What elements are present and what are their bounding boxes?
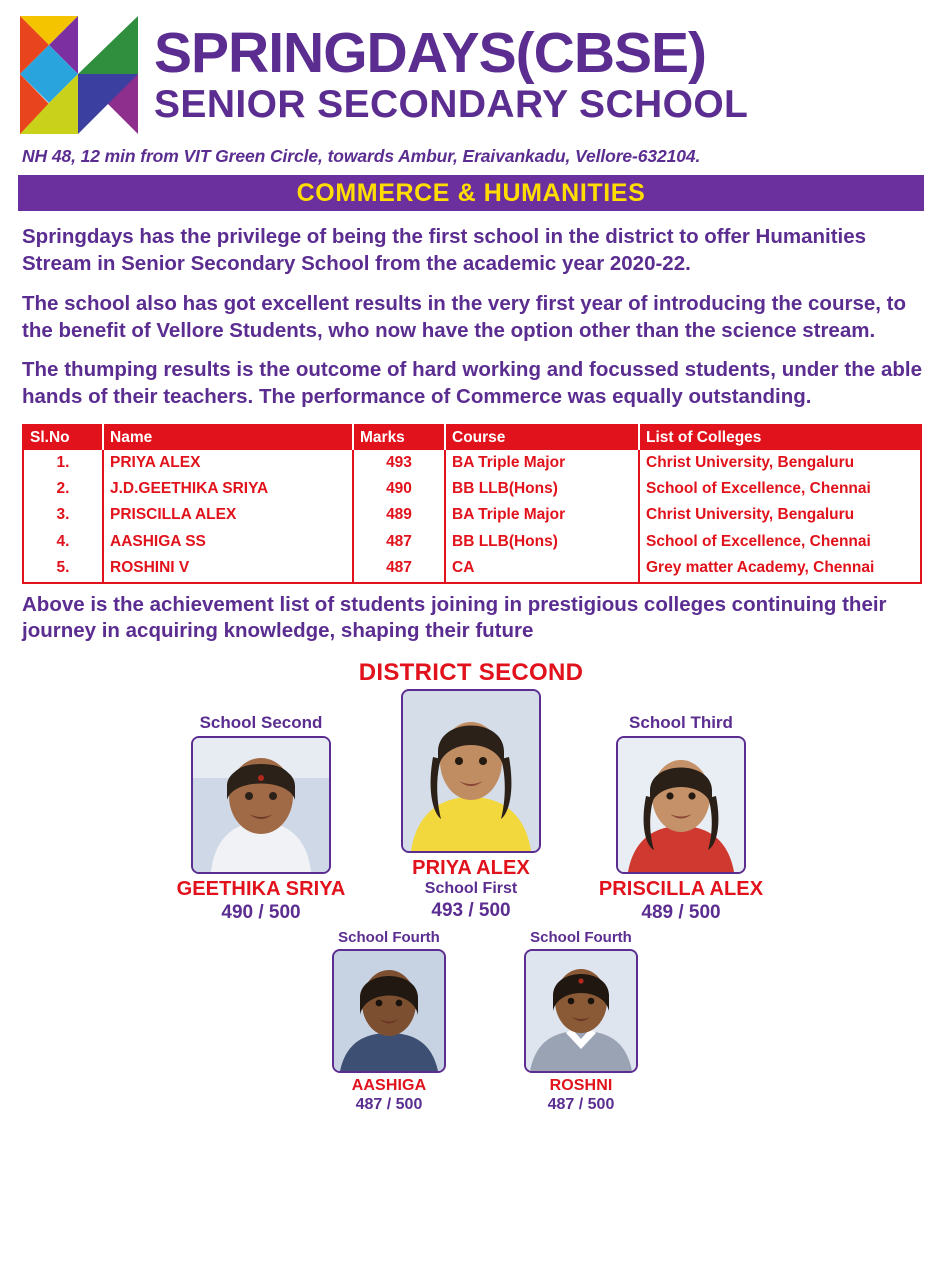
toppers-row-top xyxy=(0,689,942,925)
table-header-colleges: List of Colleges xyxy=(639,425,921,450)
topper-marks: 493 / 500 xyxy=(431,899,511,921)
topper-name: GEETHIKA SRIYA xyxy=(176,878,346,901)
paragraph-2: The school also has got excellent results in the very first year of introducing the course, to the benefit of Vellore Students, who now have the option other than the science stream. xyxy=(22,291,906,342)
cell-college: School of Excellence, Chennai xyxy=(646,479,871,497)
table-header-slno: Sl.No xyxy=(23,425,103,450)
cell-name: J.D.GEETHIKA SRIYA xyxy=(103,476,353,502)
cell-course: BB LLB(Hons) xyxy=(445,529,639,555)
topper-marks: 489 / 500 xyxy=(641,902,721,924)
topper-rank-label: School Second xyxy=(199,713,323,733)
cell-marks: 487 xyxy=(353,555,445,582)
cell-course: BB LLB(Hons) xyxy=(445,476,639,502)
table-row xyxy=(23,476,921,502)
school-title: SPRINGDAYS(CBSE) xyxy=(154,21,706,86)
topper-card-roshni xyxy=(506,929,656,1114)
topper-marks: 490 / 500 xyxy=(221,902,301,924)
cell-slno: 4. xyxy=(23,529,103,555)
school-subtitle: SENIOR SECONDARY SCHOOL xyxy=(154,82,749,126)
cell-college: Christ University, Bengaluru xyxy=(646,506,855,524)
student-photo-geethika-sriya xyxy=(191,736,331,874)
cell-college: Christ University, Bengaluru xyxy=(646,453,855,471)
cell-marks: 490 xyxy=(353,476,445,502)
cell-name: PRISCILLA ALEX xyxy=(103,502,353,528)
cell-name: ROSHINI V xyxy=(103,555,353,582)
topper-name: AASHIGA xyxy=(351,1077,427,1095)
table-row xyxy=(23,450,921,476)
topper-rank-label: School Fourth xyxy=(338,929,440,947)
topper-card-geethika-sriya xyxy=(156,713,366,924)
cell-marks: 489 xyxy=(353,502,445,528)
topper-marks: 487 / 500 xyxy=(547,1096,615,1114)
topper-subrank-label: School First xyxy=(424,880,518,898)
student-photo-aashiga xyxy=(332,949,446,1073)
cell-course: BA Triple Major xyxy=(445,450,639,476)
topper-rank-label: School Third xyxy=(629,713,733,733)
student-photo-priscilla-alex xyxy=(616,736,746,874)
cell-slno: 2. xyxy=(23,476,103,502)
cell-name: AASHIGA SS xyxy=(103,529,353,555)
school-header xyxy=(0,0,942,140)
topper-card-priya-alex xyxy=(366,689,576,921)
topper-marks: 487 / 500 xyxy=(355,1096,423,1114)
cell-marks: 487 xyxy=(353,529,445,555)
table-header-row xyxy=(23,425,921,450)
results-table xyxy=(22,424,922,584)
student-photo-priya-alex xyxy=(401,689,541,853)
springdays-tangram-logo-icon xyxy=(18,14,140,136)
cell-slno: 1. xyxy=(23,450,103,476)
table-header-course: Course xyxy=(445,425,639,450)
cell-slno: 5. xyxy=(23,555,103,582)
topper-name: PRISCILLA ALEX xyxy=(598,878,764,901)
table-row xyxy=(23,555,921,582)
table-row xyxy=(23,529,921,555)
school-name-block xyxy=(154,21,749,126)
topper-name: PRIYA ALEX xyxy=(412,857,530,880)
cell-marks: 493 xyxy=(353,450,445,476)
section-banner xyxy=(18,175,924,211)
table-row xyxy=(23,502,921,528)
cell-college: Grey matter Academy, Chennai xyxy=(646,559,875,577)
cell-slno: 3. xyxy=(23,502,103,528)
school-address: NH 48, 12 min from VIT Green Circle, towards Ambur, Eraivankadu, Vellore-632104. xyxy=(22,146,701,166)
paragraph-3: The thumping results is the outcome of hard working and focussed students, under the able hands of their teachers. The performance of Commerce was equally outstanding. xyxy=(22,358,922,409)
cell-course: CA xyxy=(445,555,639,582)
toppers-row-bottom xyxy=(0,929,942,1114)
intro-paragraphs xyxy=(0,223,942,411)
cell-course: BA Triple Major xyxy=(445,502,639,528)
cell-name: PRIYA ALEX xyxy=(103,450,353,476)
student-photo-roshni xyxy=(524,949,638,1073)
topper-rank-label: School Fourth xyxy=(530,929,632,947)
table-header-marks: Marks xyxy=(353,425,445,450)
closing-text: Above is the achievement list of students joining in prestigious colleges continuing their journey in acquiring knowledge, shaping their future xyxy=(22,592,887,643)
cell-college: School of Excellence, Chennai xyxy=(646,532,871,550)
district-second-heading: DISTRICT SECOND xyxy=(358,659,584,687)
topper-name: ROSHNI xyxy=(549,1077,613,1095)
paragraph-1: Springdays has the privilege of being the first school in the district to offer Humanities Stream in Senior Secondary School from the academic year 2020-22. xyxy=(22,225,867,276)
section-banner-title: COMMERCE & HUMANITIES xyxy=(296,178,646,207)
topper-card-priscilla-alex xyxy=(576,713,786,924)
table-header-name: Name xyxy=(103,425,353,450)
results-table-wrapper xyxy=(22,424,922,584)
topper-card-aashiga xyxy=(314,929,464,1114)
